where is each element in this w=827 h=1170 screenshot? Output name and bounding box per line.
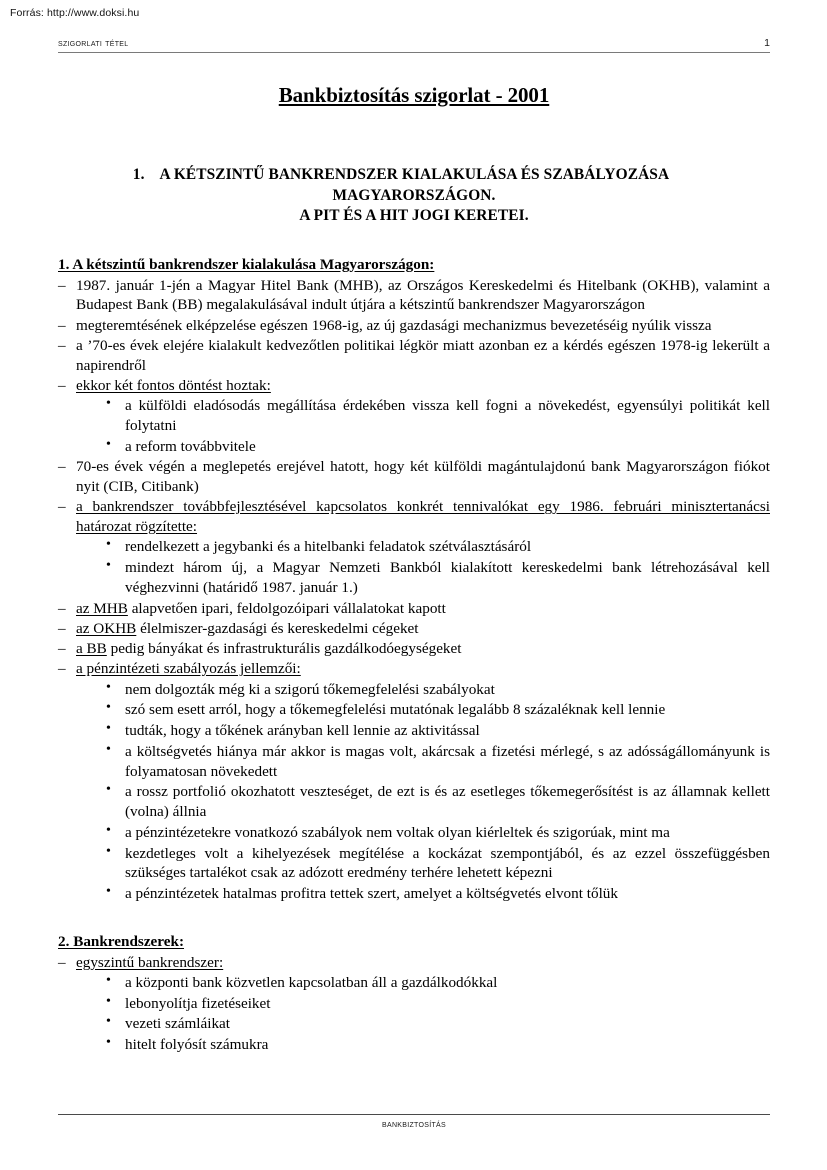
outline-item-text-underlined: az OKHB [76, 619, 137, 637]
outline-subitem [76, 742, 770, 782]
outline-item [58, 316, 770, 336]
outline-subitem [76, 680, 770, 700]
round-bullet-icon: • [106, 843, 111, 859]
round-bullet-icon: • [106, 782, 111, 798]
outline-list-level-2 [76, 537, 770, 597]
outline-list-level-2 [76, 973, 770, 1055]
outline-subitem-text: tudták, hogy a tőkének arányban kell lennie az aktivitással [125, 722, 480, 739]
outline-subitem [76, 994, 770, 1014]
outline-subitem-text: vezeti számláikat [125, 1015, 230, 1033]
document-content [58, 74, 770, 1056]
outline-subitem [76, 700, 770, 720]
dash-bullet-icon: – [58, 953, 66, 971]
outline-subitem-text: a rossz portfolió okozhatott veszteséget, de ezt is és az esetleges tőkemegerősítést is az államnak kellett (volna) állnia [125, 783, 770, 820]
outline-subitem [76, 884, 770, 904]
outline-item-text: a ’70-es évek elejére kialakult kedvezőtlen politikai légkör miatt azonban ez a kérdés egészen 1978-ig lekerült a napirendről [76, 336, 770, 374]
dash-bullet-icon: – [58, 619, 66, 637]
running-header-title: szigorlati tétel [58, 38, 129, 49]
source-watermark: Forrás: http://www.doksi.hu [10, 7, 140, 19]
outline-item-text: megteremtésének elképzelése egészen 1968-ig, az új gazdasági mechanizmus bevezetéséig nyúlik vissza [76, 316, 712, 334]
outline-subitem-text: hitelt folyósít számukra [125, 1036, 269, 1053]
outline-item-text: a pénzintézeti szabályozás jellemzői: [76, 660, 301, 678]
document-title [58, 82, 770, 109]
outline-item-text: 1987. január 1-jén a Magyar Hitel Bank (MHB), az Országos Kereskedelmi és Hitelbank (OKHB), valamint a Budapest Bank (BB) megalakulásával indult útjára a kétszintű bankrendszer Magyarországon [76, 276, 770, 314]
round-bullet-icon: • [106, 558, 111, 573]
outline-item [58, 276, 770, 316]
outline-subitem [76, 721, 770, 741]
topic-heading-line-1 [58, 165, 770, 185]
outline-item-text: 70-es évek végén a meglepetés erejével hatott, hogy két külföldi magántulajdonú bank Magyarországon fiókot nyit (CIB, Citibank) [76, 458, 770, 495]
outline-subitem-text: lebonyolítja fizetéseiket [125, 994, 271, 1012]
outline-list-level-2 [76, 680, 770, 904]
round-bullet-icon: • [106, 1035, 111, 1050]
outline-item-text-underlined: a BB [76, 640, 107, 657]
outline-item-text: pedig bányákat és infrastrukturális gazdálkodóegységeket [106, 640, 462, 657]
outline-list-level-1 [58, 953, 770, 1055]
round-bullet-icon: • [106, 993, 111, 1009]
running-footer-title: bankbiztosítás [382, 1119, 446, 1130]
outline-subitem-text: a külföldi eladósodás megállítása érdekében vissza kell fogni a növekedést, egyensúlyi politikát kell folytatni [125, 397, 770, 434]
dash-bullet-icon: – [58, 640, 66, 657]
round-bullet-icon: • [106, 822, 111, 838]
topic-heading-line-3: A PIT ÉS A HIT JOGI KERETEI. [299, 207, 529, 225]
outline-item [58, 659, 770, 904]
outline-item-text: élelmiszer-gazdasági és kereskedelmi cégeket [136, 619, 419, 637]
running-footer [58, 1114, 770, 1130]
dash-bullet-icon: – [58, 276, 66, 294]
outline-list-level-1 [58, 276, 770, 904]
running-header [58, 37, 770, 53]
outline-item-text: alapvetően ipari, feldolgozóipari vállalatokat kapott [127, 599, 446, 617]
outline-subitem [76, 782, 770, 822]
round-bullet-icon: • [106, 972, 111, 988]
topic-number: 1. [132, 166, 145, 184]
outline-subitem-text: a pénzintézetek hatalmas profitra tettek szert, amelyet a költségvetés elvont tőlük [125, 885, 618, 902]
section-heading [58, 255, 770, 275]
outline-item [58, 953, 770, 1055]
round-bullet-icon: • [106, 396, 111, 411]
section-heading-text: 2. Bankrendszerek: [58, 932, 185, 950]
outline-subitem [76, 558, 770, 598]
round-bullet-icon: • [106, 721, 111, 736]
outline-subitem-text: a költségvetés hiánya már akkor is magas volt, akárcsak a fizetési mérlegé, s az adósságállományunk is folyamatosan növekedett [125, 742, 770, 780]
document-title-text: Bankbiztosítás szigorlat - 2001 [278, 83, 550, 107]
round-bullet-icon: • [106, 1014, 111, 1030]
outline-item [58, 497, 770, 597]
outline-subitem-text: kezdetleges volt a kihelyezések megítélése a kockázat szempontjából, és az ezzel összefüggésben szükséges tartalékot csak az adózott eredmény terhére lehetett képezni [125, 844, 770, 882]
outline-item-text: a bankrendszer továbbfejlesztésével kapcsolatos konkrét tennivalókat egy 1986. februári minisztertanácsi határozat rögzítette: [76, 498, 770, 535]
topic-heading [58, 165, 770, 226]
dash-bullet-icon: – [58, 336, 66, 354]
outline-subitem-text: rendelkezett a jegybanki és a hitelbanki feladatok szétválasztásáról [125, 538, 532, 556]
outline-item [58, 639, 770, 659]
outline-subitem-text: nem dolgozták még ki a szigorú tőkemegfelelési szabályokat [125, 680, 495, 698]
outline-subitem [76, 973, 770, 993]
outline-subitem-text: a központi bank közvetlen kapcsolatban áll a gazdálkodókkal [125, 973, 498, 991]
outline-item [58, 457, 770, 497]
dash-bullet-icon: – [58, 458, 66, 476]
page-number: 1 [764, 37, 770, 49]
outline-item [58, 599, 770, 619]
outline-subitem-text: a reform továbbvitele [125, 437, 256, 455]
sections-container [58, 255, 770, 1055]
outline-subitem-text: mindezt három új, a Magyar Nemzeti Bankból kialakított kereskedelmi bank létrehozásával kell véghezvinni (határidő 1987. január 1.) [125, 559, 770, 596]
round-bullet-icon: • [106, 741, 111, 757]
outline-subitem [76, 396, 770, 436]
section-heading [58, 932, 770, 952]
dash-bullet-icon: – [58, 376, 66, 394]
dash-bullet-icon: – [58, 498, 66, 516]
outline-item-text: ekkor két fontos döntést hoztak: [76, 376, 271, 394]
outline-subitem [76, 537, 770, 557]
outline-subitem-text: szó sem esett arról, hogy a tőkemegfelelési mutatónak legalább 8 százaléknak kell lennie [125, 701, 666, 719]
round-bullet-icon: • [106, 436, 111, 452]
dash-bullet-icon: – [58, 316, 66, 334]
outline-subitem [76, 1014, 770, 1034]
dash-bullet-icon: – [58, 660, 66, 678]
topic-heading-text-1: A KÉTSZINTŰ BANKRENDSZER KIALAKULÁSA ÉS SZABÁLYOZÁSA [159, 166, 670, 184]
outline-item [58, 376, 770, 457]
outline-item [58, 619, 770, 639]
outline-list-level-2 [76, 396, 770, 456]
dash-bullet-icon: – [58, 599, 66, 617]
outline-subitem [76, 437, 770, 457]
outline-subitem [76, 1035, 770, 1055]
outline-subitem-text: a pénzintézetekre vonatkozó szabályok nem voltak olyan kiérleltek és szigorúak, mint ma [125, 823, 670, 841]
outline-item-text: egyszintű bankrendszer: [76, 953, 224, 971]
round-bullet-icon: • [106, 700, 111, 716]
outline-subitem [76, 844, 770, 884]
topic-heading-line-2: MAGYARORSZÁGON. [332, 186, 496, 204]
outline-subitem [76, 823, 770, 843]
outline-item-text-underlined: az MHB [76, 599, 128, 617]
round-bullet-icon: • [106, 884, 111, 899]
outline-item [58, 336, 770, 376]
section-heading-text: 1. A kétszintű bankrendszer kialakulása Magyarországon: [58, 255, 435, 273]
round-bullet-icon: • [106, 537, 111, 553]
round-bullet-icon: • [106, 679, 111, 695]
